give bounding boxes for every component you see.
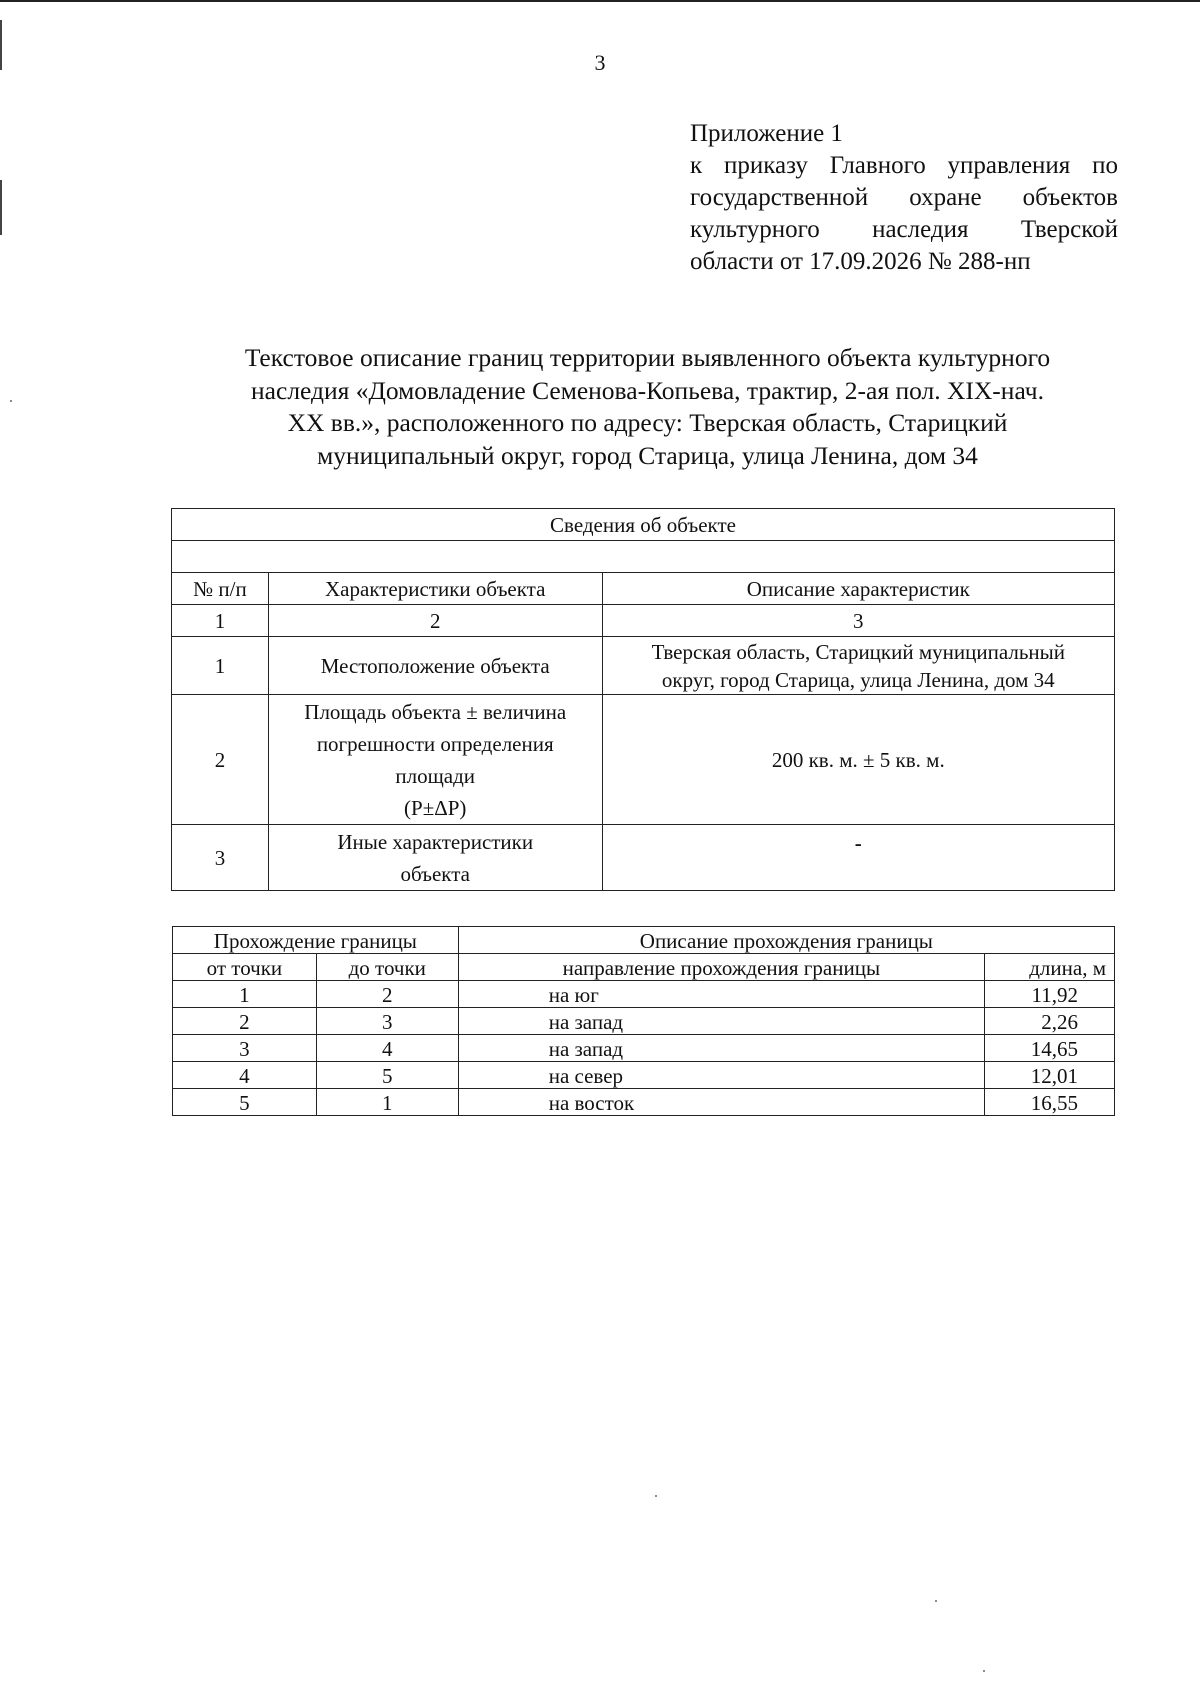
table-row [172, 825, 1115, 891]
characteristic-line: (P±ΔP) [404, 795, 467, 820]
document-title [160, 342, 1135, 472]
scan-speck [983, 1670, 985, 1672]
title-line: наследия «Домовладение Семенова-Копьева, трактир, 2-ая пол. XIX-нач. [251, 375, 1044, 405]
direction: на север [458, 1062, 984, 1089]
characteristic-line: объекта [400, 861, 470, 886]
header-direction: направление прохождения границы [458, 954, 984, 981]
header-characteristic: Характеристики объекта [268, 573, 602, 605]
characteristic-line: Площадь объекта ± величина [304, 699, 567, 724]
appendix-line: государственной охране объектов [690, 184, 1118, 211]
table-row [173, 1089, 1115, 1116]
appendix-line: культурного наследия Тверской [690, 216, 1118, 243]
page-number: 3 [594, 50, 606, 75]
scan-edge-mark [0, 20, 2, 70]
scan-edge-mark [0, 180, 2, 235]
row-description: - [602, 825, 1114, 891]
object-table-caption: Сведения об объекте [172, 509, 1115, 541]
appendix-label: Приложение 1 [690, 120, 843, 147]
header-description: Описание характеристик [602, 573, 1114, 605]
direction: на восток [458, 1089, 984, 1116]
description-line: округ, город Старица, улица Ленина, дом 34 [661, 667, 1055, 692]
from-point: 3 [173, 1035, 317, 1062]
empty-row [172, 541, 1115, 573]
length: 14,65 [985, 1035, 1115, 1062]
row-characteristic [268, 695, 602, 825]
title-line: Текстовое описание границ территории выявленного объекта культурного [244, 343, 1051, 372]
header-length: длина, м [985, 954, 1115, 981]
numbering-cell: 3 [602, 605, 1114, 637]
row-num: 2 [172, 695, 269, 825]
scan-speck [935, 1600, 937, 1602]
length: 16,55 [985, 1089, 1115, 1116]
from-point: 1 [173, 981, 317, 1008]
to-point: 2 [316, 981, 458, 1008]
to-point: 5 [316, 1062, 458, 1089]
scan-speck [10, 400, 12, 402]
direction: на юг [458, 981, 984, 1008]
row-characteristic: Местоположение объекта [268, 637, 602, 695]
from-point: 5 [173, 1089, 317, 1116]
characteristic-line: погрешности определения [316, 731, 554, 756]
appendix-header [690, 118, 1118, 278]
direction: на запад [458, 1035, 984, 1062]
characteristic-line: Иные характеристики [337, 829, 534, 854]
row-num: 3 [172, 825, 269, 891]
length: 12,01 [985, 1062, 1115, 1089]
to-point: 1 [316, 1089, 458, 1116]
header-from-point: от точки [173, 954, 317, 981]
table-row [173, 981, 1115, 1008]
row-characteristic [268, 825, 602, 891]
table-row [173, 1035, 1115, 1062]
appendix-line: области от 17.09.2026 № 288-нп [690, 248, 1031, 275]
row-num: 1 [172, 637, 269, 695]
numbering-cell: 2 [268, 605, 602, 637]
scan-top-border [0, 0, 1200, 2]
object-info-table [171, 508, 1115, 891]
length: 2,26 [985, 1008, 1115, 1035]
header-to-point: до точки [316, 954, 458, 981]
appendix-line: к приказу Главного управления по [690, 152, 1118, 179]
title-line: муниципальный округ, город Старица, улица Ленина, дом 34 [317, 440, 978, 470]
table-row [172, 695, 1115, 825]
numbering-cell: 1 [172, 605, 269, 637]
length: 11,92 [985, 981, 1115, 1008]
characteristic-line: площади [395, 763, 476, 788]
row-description: 200 кв. м. ± 5 кв. м. [602, 695, 1114, 825]
table-row [173, 1062, 1115, 1089]
from-point: 2 [173, 1008, 317, 1035]
description-line: Тверская область, Старицкий муниципальный [651, 639, 1065, 664]
header-boundary-description: Описание прохождения границы [458, 927, 1114, 954]
title-line: XX вв.», расположенного по адресу: Тверская область, Старицкий [287, 408, 1008, 437]
direction: на запад [458, 1008, 984, 1035]
to-point: 3 [316, 1008, 458, 1035]
row-description [602, 637, 1114, 695]
boundary-table [172, 926, 1115, 1116]
scan-speck [655, 1495, 657, 1497]
table-row [173, 1008, 1115, 1035]
header-boundary-passage: Прохождение границы [173, 927, 459, 954]
header-num: № п/п [172, 573, 269, 605]
from-point: 4 [173, 1062, 317, 1089]
table-row [172, 637, 1115, 695]
to-point: 4 [316, 1035, 458, 1062]
